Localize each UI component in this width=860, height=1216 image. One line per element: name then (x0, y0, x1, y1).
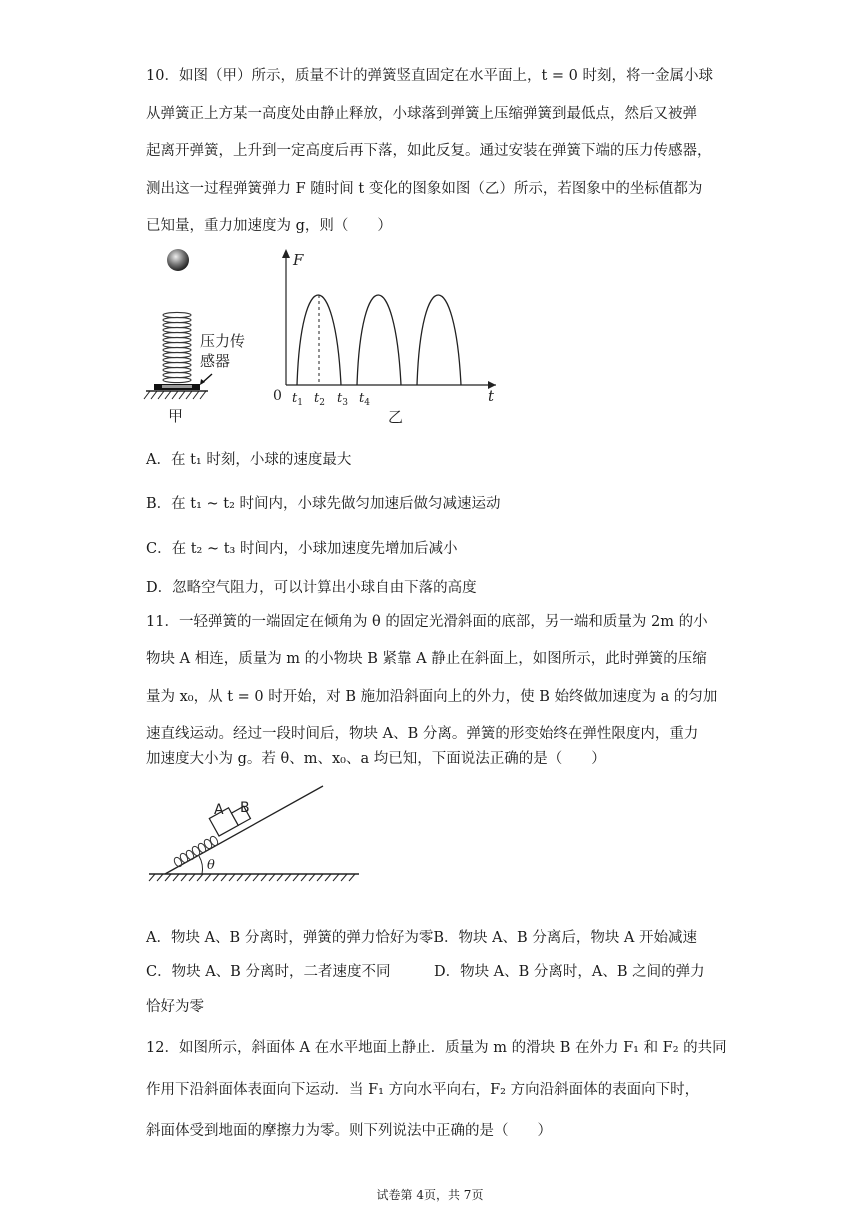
figure-yi-caption: 乙 (388, 408, 404, 426)
page-footer: 试卷第 4页，共 7页 (376, 1188, 484, 1202)
figure-yi-force-time-graph (268, 245, 513, 430)
tick-label-t1: $t_1$ (292, 391, 303, 408)
q10-line-3: 起离开弹簧，上升到一定高度后再下落，如此反复。通过安装在弹簧下端的压力传感器， (146, 143, 712, 159)
theta-label: θ (207, 858, 215, 873)
f-axis-label: F (293, 251, 304, 269)
tick-label-t2: $t_2$ (314, 391, 325, 408)
q10-line-4: 测出这一过程弹簧弹力 F 随时间 t 变化的图象如图（乙）所示，若图象中的坐标值都为 (146, 181, 703, 197)
tick-label-t4: $t_4$ (359, 391, 370, 408)
q10-line-2: 从弹簧正上方某一高度处由静止释放，小球落到弹簧上压缩弹簧到最低点，然后又被弹 (146, 106, 697, 122)
q11-line-4: 速直线运动。经过一段时间后，物块 A、B 分离。弹簧的形变始终在弹性限度内，重力 (146, 726, 699, 742)
q10-option-a: A．在 t₁ 时刻，小球的速度最大 (146, 452, 352, 468)
ground-hatch-icon (149, 874, 355, 881)
block-b-label: B (240, 800, 250, 816)
q10-line-5: 已知量，重力加速度为 g，则（ ） (146, 218, 392, 234)
sensor-label-line1: 压力传 (200, 332, 246, 350)
figure-incline-spring-blocks (145, 780, 365, 890)
q11-option-cd: C．物块 A、B 分离时，二者速度不同 D．物块 A、B 分离时，A、B 之间的弹力 (146, 964, 705, 980)
q11-line-3: 量为 x₀，从 t = 0 时开始，对 B 施加沿斜面向上的外力，使 B 始终做加速度为 a 的匀加 (146, 689, 718, 705)
q11-option-d-cont: 恰好为零 (146, 999, 204, 1015)
q10-line-1: 10．如图（甲）所示，质量不计的弹簧竖直固定在水平面上，t = 0 时刻，将一金属小球 (146, 68, 713, 84)
q12-line-3: 斜面体受到地面的摩擦力为零。则下列说法中正确的是（ ） (146, 1123, 552, 1139)
figure-jia-caption: 甲 (168, 407, 184, 425)
t-axis-label: t (488, 387, 495, 405)
q11-line-1: 11．一轻弹簧的一端固定在倾角为 θ 的固定光滑斜面的底部，另一端和质量为 2m 的小 (146, 614, 708, 630)
figure-jia-spring-ball (140, 240, 265, 430)
q11-option-ab: A．物块 A、B 分离时，弹簧的弹力恰好为零B．物块 A、B 分离后，物块 A 开始减速 (146, 930, 698, 946)
tick-label-t3: $t_3$ (337, 391, 348, 408)
q10-option-b: B．在 t₁ ~ t₂ 时间内，小球先做匀加速后做匀减速运动 (146, 496, 501, 512)
q12-line-2: 作用下沿斜面体表面向下运动．当 F₁ 方向水平向右，F₂ 方向沿斜面体的表面向下时， (146, 1082, 700, 1098)
sensor-label-line2: 感器 (200, 352, 231, 370)
q11-line-5: 加速度大小为 g。若 θ、m、x₀、a 均已知，下面说法正确的是（ ） (146, 751, 606, 767)
spring-coil-icon (163, 312, 191, 382)
force-pulse-2 (357, 295, 401, 385)
ground-hatch-icon (144, 391, 206, 399)
f-axis-arrow-icon (282, 249, 290, 258)
block-a-label: A (214, 802, 224, 818)
q11-line-2: 物块 A 相连，质量为 m 的小物块 B 紧靠 A 静止在斜面上，如图所示，此时弹簧的压缩 (146, 651, 707, 667)
q12-line-1: 12．如图所示，斜面体 A 在水平地面上静止．质量为 m 的滑块 B 在外力 F₁ 和 F₂ 的共同 (146, 1040, 727, 1056)
theta-arc-icon (199, 856, 202, 874)
force-pulse-3 (417, 295, 461, 385)
origin-label: 0 (273, 388, 282, 404)
q10-option-d: D．忽略空气阻力，可以计算出小球自由下落的高度 (146, 580, 477, 596)
q10-option-c: C．在 t₂ ~ t₃ 时间内，小球加速度先增加后减小 (146, 541, 458, 557)
metal-ball-icon (167, 249, 189, 271)
